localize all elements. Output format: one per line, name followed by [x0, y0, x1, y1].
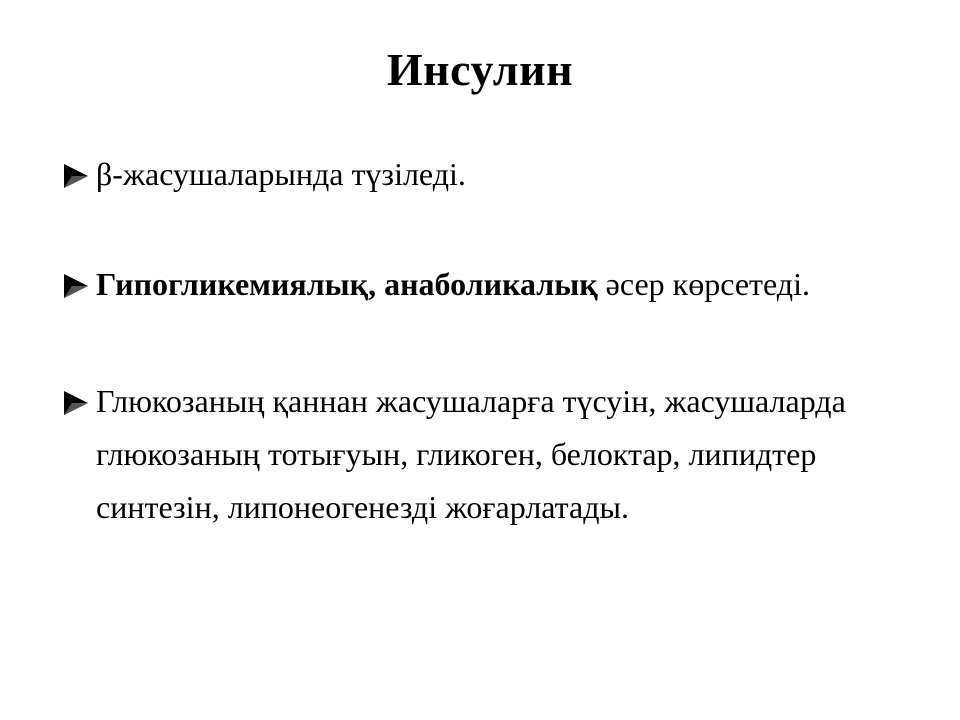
arrowhead-bullet-icon [62, 273, 90, 299]
bullet-list [62, 148, 922, 534]
slide-title: Инсулин [386, 44, 574, 95]
bullet-item [62, 148, 922, 201]
bullet-text: Глюкозаның қаннан жасушаларға түсуін, жасушаларда глюкозаның тотығуын, гликоген, белоктар, липидтер синтезін, липонеогенезді жоғарлатады. [96, 383, 846, 525]
bullet-item [62, 375, 922, 534]
bullet-bold-text: Гипогликемиялық, анаболикалық [96, 266, 598, 302]
bullet-text: әсер көрсетеді. [597, 266, 810, 302]
arrowhead-bullet-icon [62, 163, 90, 189]
arrowhead-bullet-icon [62, 390, 90, 416]
bullet-item [62, 258, 922, 311]
bullet-text: β-жасушаларында түзіледі. [96, 156, 466, 192]
